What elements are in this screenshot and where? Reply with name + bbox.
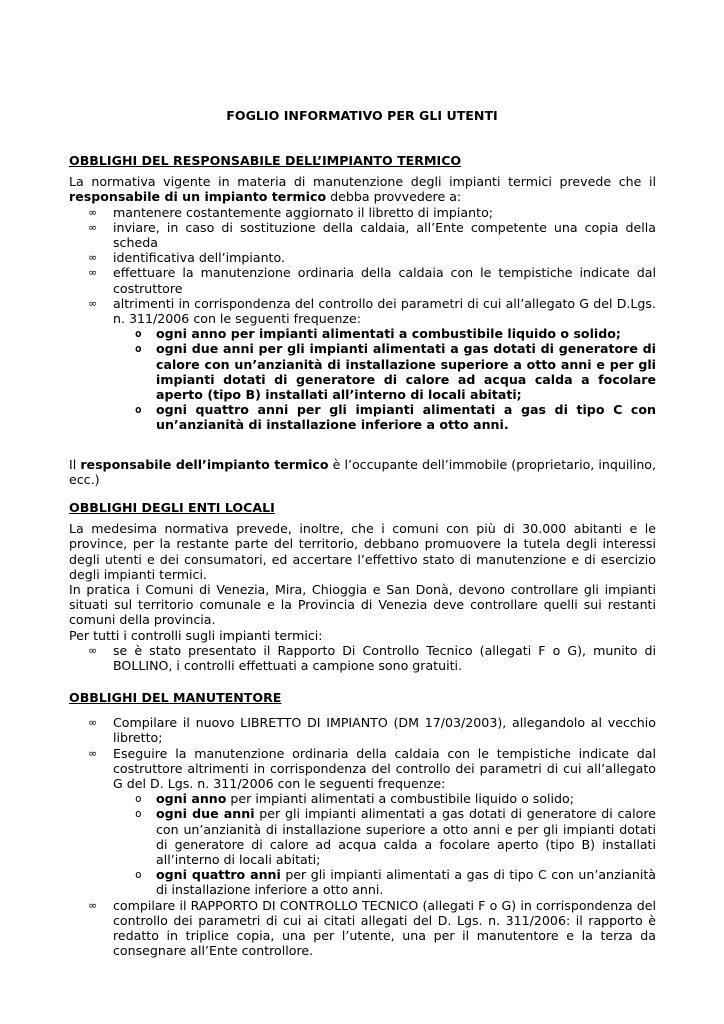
section-heading: OBBLIGHI DEGLI ENTI LOCALI [69,500,275,515]
frequency-list [69,791,656,897]
section-enti-locali [69,500,656,673]
controls-list [69,643,656,673]
list-item: ∞ se è stato presentato il Rapporto Di Controllo Tecnico (allegati F o G), munito di BOLLINO, i controlli effettuati a campione sono gratuiti. [69,643,656,673]
intro-bold: responsabile di un impianto termico [69,189,327,205]
frequency-item [69,867,656,897]
frequency-text: per gli impianti alimentati a gas di tipo C con un’anzianità di installazione inferiore a otto anni. [156,867,656,898]
frequency-text: per gli impianti alimentati a gas dotati di generatore di calore con un’anzianità di installazione superiore a otto anni e per gli impianti dotati di generatore di calore ad acqua calda a focolare aperto (tipo B) installati all’interno di locali abitati; [156,806,656,868]
frequency-bold: ogni quattro anni [156,867,281,883]
list-item: ∞ effettuare la manutenzione ordinaria della caldaia con le tempistiche indicate dal costruttore [69,265,656,295]
section-manutentore [69,690,656,958]
frequency-item [69,791,656,806]
list-item-text: Eseguire la manutenzione ordinaria della caldaia con le tempistiche indicate dal costruttore altrimenti in corrispondenza del controllo dei parametri di cui all’allegato G del D. Lgs. n. 311/2006 con le seguenti frequenze: [113,745,656,792]
note-bold: responsabile dell’impianto termico [80,456,329,472]
frequency-text: per impianti alimentati a combustibile liquido o solido; [226,791,574,807]
list-item: ∞ Compilare il nuovo LIBRETTO DI IMPIANTO (DM 17/03/2003), allegandolo al vecchio libretto; [69,715,656,745]
responsabile-note [69,457,656,487]
intro-text-end: debba provvedere a: [326,189,462,205]
frequency-bold: ogni due anni [156,806,255,822]
frequency-bold: ogni anno [156,791,227,807]
frequency-item [69,806,656,867]
intro-text: La normativa vigente in materia di manutenzione degli impianti termici prevede che il [69,174,656,190]
paragraph: In pratica i Comuni di Venezia, Mira, Chioggia e San Donà, devono controllare gli impianti situati sul territorio comunale e la Provincia di Venezia deve controllare quelli sui restanti comuni della provincia. [69,582,656,628]
list-item [69,296,656,433]
list-item: ∞ identificativa dell’impianto. [69,250,656,265]
manutentore-list [69,715,656,958]
frequency-list [69,326,656,432]
frequency-item: o ogni anno per impianti alimentati a combustibile liquido o solido; [69,326,656,341]
note-text: Il [69,456,81,472]
section-responsabile [69,153,656,487]
section-heading: OBBLIGHI DEL MANUTENTORE [69,690,282,705]
note-text-end: è l’occupante dell’immobile (proprietario, inquilino, ecc.) [69,456,657,487]
section-heading: OBBLIGHI DEL RESPONSABILE DELL’IMPIANTO TERMICO [69,153,462,168]
frequency-item: o ogni quattro anni per gli impianti alimentati a gas di tipo C con un’anzianità di installazione inferiore a otto anni. [69,402,656,432]
list-item: ∞ mantenere costantemente aggiornato il libretto di impianto; [69,205,656,220]
paragraph: La medesima normativa prevede, inoltre, che i comuni con più di 30.000 abitanti e le province, per la restante parte del territorio, debbano promuovere la tutela degli interessi degli utenti e dei consumatori, ed accertare l’effettivo stato di manutenzione e di esercizio degli impianti termici. [69,521,656,582]
list-item [69,746,656,898]
list-item: ∞ inviare, in caso di sostituzione della caldaia, all’Ente competente una copia della scheda [69,220,656,250]
intro-paragraph [69,174,656,204]
list-item: ∞ compilare il RAPPORTO DI CONTROLLO TECNICO (allegati F o G) in corrispondenza del controllo dei parametri di cui ai citati allegati del D. Lgs. n. 311/2006: il rapporto è redatto in triplice copia, una per l’utente, una per il manutentore e la terza da consegnare all’Ente controllore. [69,898,656,959]
obligations-list [69,205,656,433]
paragraph: Per tutti i controlli sugli impianti termici: [69,627,323,643]
list-item-text: altrimenti in corrispondenza del controllo dei parametri di cui all’allegato G del D.Lgs. n. 311/2006 con le seguenti frequenze: [113,295,656,327]
frequency-item: o ogni due anni per gli impianti alimentati a gas dotati di generatore di calore con un’anzianità di installazione superiore a otto anni e per gli impianti dotati di generatore di calore ad acqua calda a focolare aperto (tipo B) installati all’interno di locali abitati; [69,341,656,402]
document-title: FOGLIO INFORMATIVO PER GLI UTENTI [226,108,498,123]
